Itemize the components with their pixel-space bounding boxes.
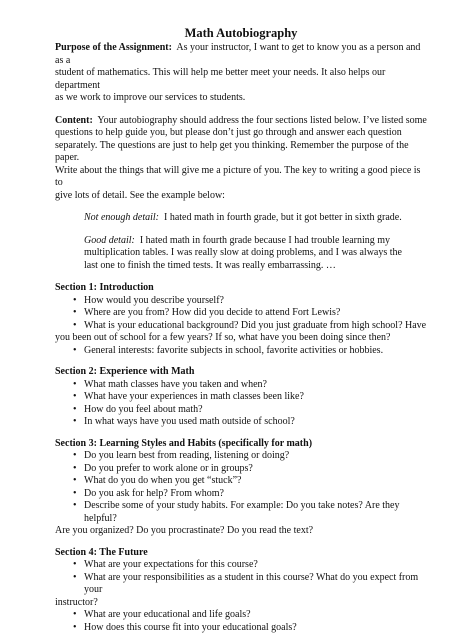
- question-text: In what ways have you used math outside of school?: [84, 416, 295, 427]
- section-heading: Section 3: Learning Styles and Habits (specifically for math): [55, 438, 427, 451]
- list-item: [55, 295, 427, 308]
- bullet-icon: •: [73, 345, 77, 358]
- question-continuation: Are you organized? Do you procrastinate? Do you read the text?: [55, 525, 427, 538]
- list-item: [55, 609, 427, 622]
- list-item: [55, 463, 427, 476]
- bullet-icon: •: [73, 379, 77, 392]
- list-item: [55, 475, 427, 488]
- question-text: How do you feel about math?: [84, 404, 203, 415]
- bullet-icon: •: [73, 404, 77, 417]
- example-text: I hated math in fourth grade because I had trouble learning my: [140, 235, 390, 246]
- bullet-icon: •: [73, 622, 77, 634]
- section-heading: Section 4: The Future: [55, 547, 427, 560]
- example-label: Good detail:: [84, 235, 135, 246]
- question-continuation: instructor?: [55, 597, 427, 610]
- example-label: Not enough detail:: [84, 212, 159, 223]
- content-line: give lots of detail. See the example below:: [55, 190, 225, 201]
- content-line: separately. The questions are just to help get you thinking. Remember the purpose of the paper.: [55, 140, 409, 164]
- list-item: [55, 404, 427, 417]
- bullet-icon: •: [73, 450, 77, 463]
- list-item: [55, 488, 427, 501]
- question-text: Do you prefer to work alone or in groups?: [84, 463, 253, 474]
- content-line: Write about the things that will give me a picture of you. The key to writing a good piece is to: [55, 165, 420, 189]
- question-text: How would you describe yourself?: [84, 295, 224, 306]
- bullet-icon: •: [73, 295, 77, 308]
- list-item: [55, 622, 427, 634]
- example-text: multiplication tables. I was really slow at doing problems, and I was always the: [84, 247, 402, 258]
- list-item: [55, 450, 427, 463]
- list-item: [55, 345, 427, 358]
- section-heading: Section 1: Introduction: [55, 282, 427, 295]
- bullet-icon: •: [73, 307, 77, 320]
- list-item: [55, 416, 427, 429]
- content-label: Content:: [55, 115, 93, 126]
- purpose-line: student of mathematics. This will help me better meet your needs. It also helps our department: [55, 67, 385, 91]
- purpose-line: As your instructor, I want to get to know you as a person and as a: [55, 42, 420, 66]
- question-text: Describe some of your study habits. For example: Do you take notes? Are they helpful?: [84, 500, 399, 524]
- list-item: [55, 559, 427, 572]
- list-item: [55, 572, 427, 597]
- question-text: What are your expectations for this course?: [84, 559, 258, 570]
- document-page: [55, 26, 427, 634]
- question-text: What is your educational background? Did you just graduate from high school? Have: [84, 320, 426, 331]
- example-text: last one to finish the timed tests. It was really embarrassing. …: [84, 260, 336, 271]
- content-paragraph: [55, 115, 427, 203]
- question-list: [55, 345, 427, 358]
- question-text: How does this course fit into your educational goals?: [84, 622, 297, 633]
- bullet-icon: •: [73, 609, 77, 622]
- list-item: [55, 379, 427, 392]
- list-item: [55, 307, 427, 320]
- bullet-icon: •: [73, 391, 77, 404]
- bullet-icon: •: [73, 559, 77, 572]
- example-good-detail: [84, 235, 427, 273]
- content-line: questions to help guide you, but please don’t just go through and answer each question: [55, 127, 402, 138]
- list-item: [55, 391, 427, 404]
- bullet-icon: •: [73, 475, 77, 488]
- content-line: Your autobiography should address the four sections listed below. I’ve listed some: [97, 115, 426, 126]
- example-text: I hated math in fourth grade, but it got better in sixth grade.: [164, 212, 402, 223]
- question-text: What are your responsibilities as a student in this course? What do you expect from your: [84, 572, 418, 596]
- question-text: Do you ask for help? From whom?: [84, 488, 224, 499]
- question-text: General interests: favorite subjects in school, favorite activities or hobbies.: [84, 345, 383, 356]
- bullet-icon: •: [73, 416, 77, 429]
- section-the-future: [55, 547, 427, 634]
- purpose-paragraph: [55, 42, 427, 105]
- section-heading: Section 2: Experience with Math: [55, 366, 427, 379]
- question-text: Do you learn best from reading, listening or doing?: [84, 450, 289, 461]
- question-text: What have your experiences in math classes been like?: [84, 391, 304, 402]
- bullet-icon: •: [73, 320, 77, 333]
- page-title: Math Autobiography: [55, 26, 427, 41]
- question-text: Where are you from? How did you decide to attend Fort Lewis?: [84, 307, 340, 318]
- purpose-label: Purpose of the Assignment:: [55, 42, 172, 53]
- section-experience-with-math: [55, 366, 427, 429]
- bullet-icon: •: [73, 500, 77, 513]
- list-item: [55, 320, 427, 333]
- question-text: What math classes have you taken and when?: [84, 379, 267, 390]
- example-not-enough-detail: [84, 212, 427, 225]
- question-text: What are your educational and life goals?: [84, 609, 251, 620]
- question-text: What do you do when you get “stuck”?: [84, 475, 241, 486]
- section-introduction: [55, 282, 427, 357]
- bullet-icon: •: [73, 463, 77, 476]
- bullet-icon: •: [73, 488, 77, 501]
- question-list: [55, 379, 427, 429]
- purpose-line: as we work to improve our services to students.: [55, 92, 245, 103]
- bullet-icon: •: [73, 572, 77, 585]
- question-list: [55, 450, 427, 525]
- list-item: [55, 500, 427, 525]
- question-continuation: you been out of school for a few years? If so, what have you been doing since then?: [55, 332, 427, 345]
- question-list: [55, 295, 427, 333]
- question-list: [55, 559, 427, 597]
- section-learning-styles: [55, 438, 427, 538]
